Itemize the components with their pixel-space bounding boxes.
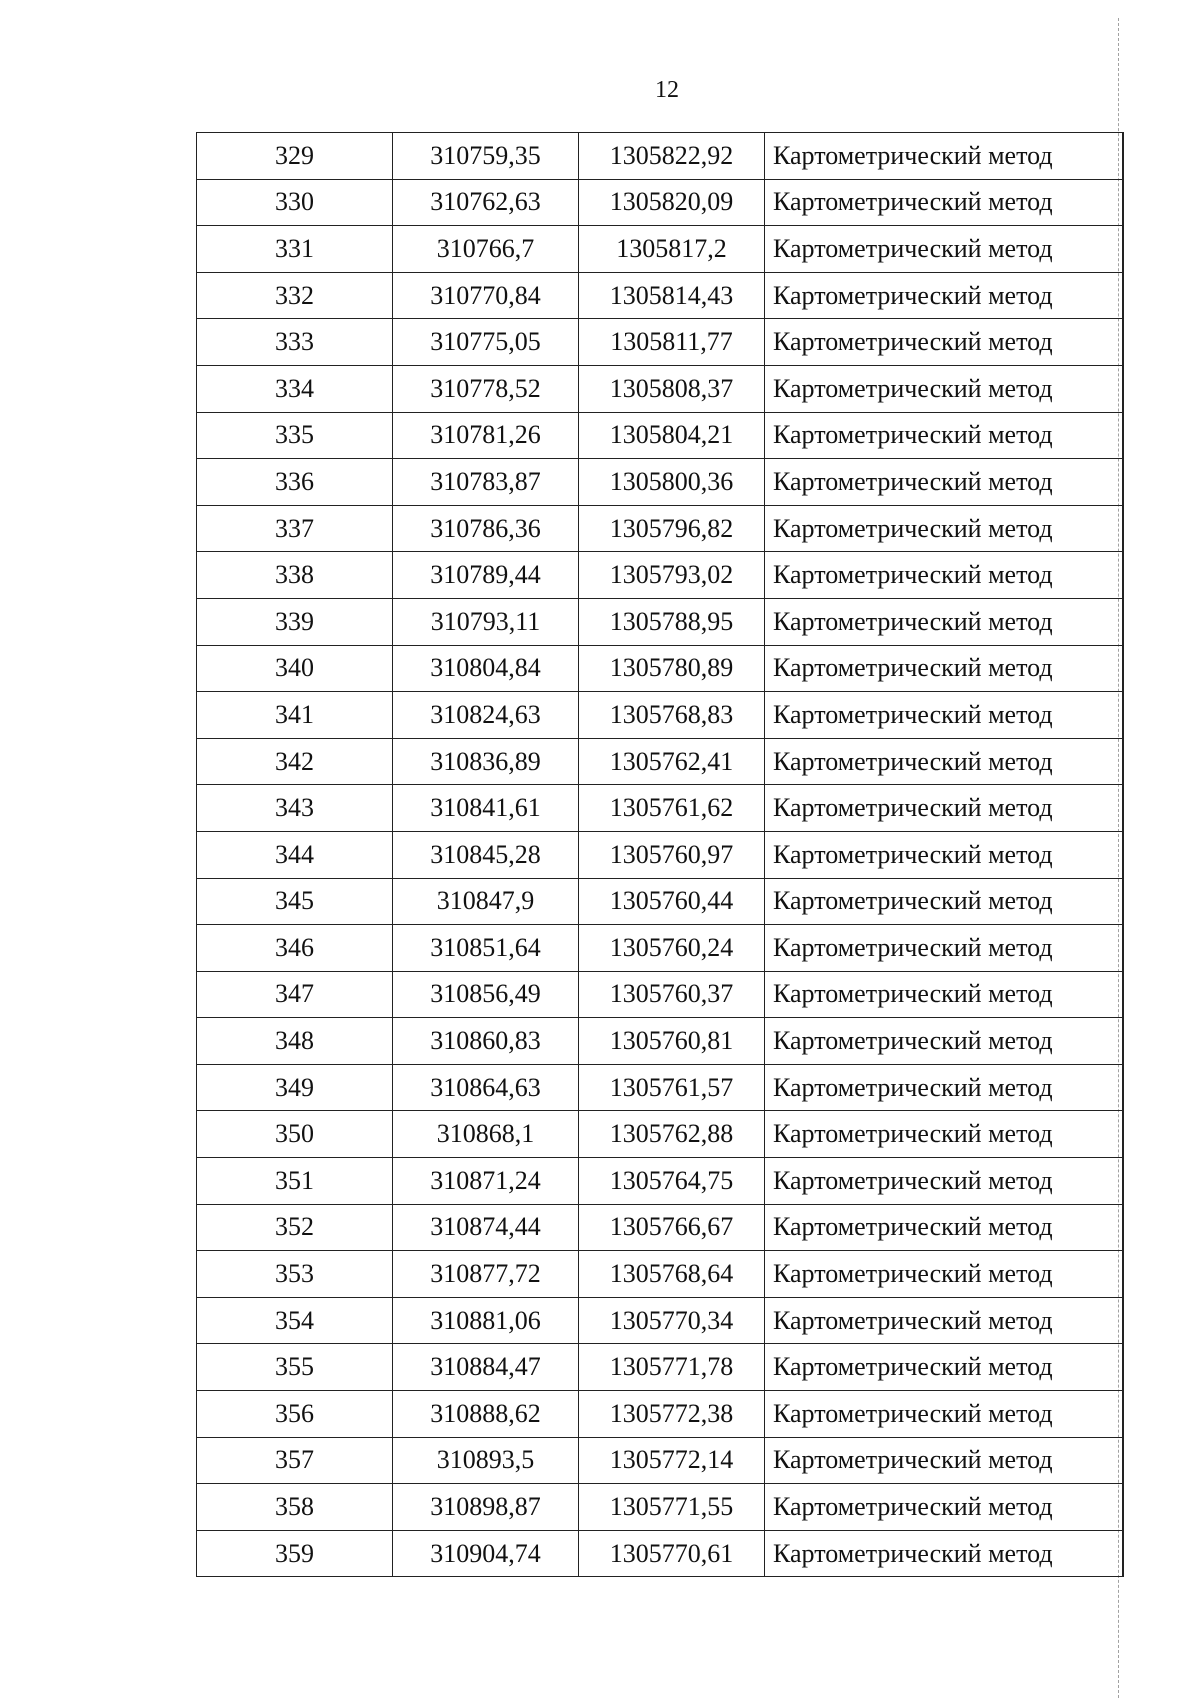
- method-cell: Картометрический метод: [765, 645, 1123, 692]
- method-cell: Картометрический метод: [765, 925, 1123, 972]
- y-coordinate-cell: 1305811,77: [579, 319, 765, 366]
- y-coordinate-cell: 1305780,89: [579, 645, 765, 692]
- x-coordinate-cell: 310836,89: [393, 738, 579, 785]
- x-coordinate-cell: 310770,84: [393, 272, 579, 319]
- point-number-cell: 354: [197, 1297, 393, 1344]
- x-coordinate-cell: 310871,24: [393, 1158, 579, 1205]
- method-cell: Картометрический метод: [765, 272, 1123, 319]
- table-row: [197, 1158, 1123, 1205]
- x-coordinate-cell: 310789,44: [393, 552, 579, 599]
- x-coordinate-cell: 310793,11: [393, 598, 579, 645]
- point-number-cell: 359: [197, 1530, 393, 1577]
- y-coordinate-cell: 1305760,97: [579, 831, 765, 878]
- table-row: [197, 1344, 1123, 1391]
- x-coordinate-cell: 310786,36: [393, 505, 579, 552]
- point-number-cell: 353: [197, 1251, 393, 1298]
- point-number-cell: 356: [197, 1391, 393, 1438]
- y-coordinate-cell: 1305796,82: [579, 505, 765, 552]
- point-number-cell: 346: [197, 925, 393, 972]
- y-coordinate-cell: 1305770,61: [579, 1530, 765, 1577]
- y-coordinate-cell: 1305814,43: [579, 272, 765, 319]
- method-cell: Картометрический метод: [765, 831, 1123, 878]
- y-coordinate-cell: 1305766,67: [579, 1204, 765, 1251]
- x-coordinate-cell: 310781,26: [393, 412, 579, 459]
- table-row: [197, 598, 1123, 645]
- point-number-cell: 351: [197, 1158, 393, 1205]
- table-row: [197, 459, 1123, 506]
- table-row: [197, 1018, 1123, 1065]
- x-coordinate-cell: 310868,1: [393, 1111, 579, 1158]
- point-number-cell: 350: [197, 1111, 393, 1158]
- method-cell: Картометрический метод: [765, 1530, 1123, 1577]
- table-row: [197, 319, 1123, 366]
- y-coordinate-cell: 1305772,38: [579, 1391, 765, 1438]
- y-coordinate-cell: 1305761,62: [579, 785, 765, 832]
- table-row: [197, 133, 1123, 180]
- x-coordinate-cell: 310759,35: [393, 133, 579, 180]
- table-row: [197, 738, 1123, 785]
- y-coordinate-cell: 1305770,34: [579, 1297, 765, 1344]
- y-coordinate-cell: 1305820,09: [579, 179, 765, 226]
- method-cell: Картометрический метод: [765, 505, 1123, 552]
- x-coordinate-cell: 310877,72: [393, 1251, 579, 1298]
- table-row: [197, 878, 1123, 925]
- y-coordinate-cell: 1305808,37: [579, 365, 765, 412]
- table-row: [197, 785, 1123, 832]
- point-number-cell: 341: [197, 692, 393, 739]
- method-cell: Картометрический метод: [765, 412, 1123, 459]
- method-cell: Картометрический метод: [765, 1064, 1123, 1111]
- y-coordinate-cell: 1305772,14: [579, 1437, 765, 1484]
- table-row: [197, 505, 1123, 552]
- y-coordinate-cell: 1305788,95: [579, 598, 765, 645]
- x-coordinate-cell: 310775,05: [393, 319, 579, 366]
- point-number-cell: 357: [197, 1437, 393, 1484]
- y-coordinate-cell: 1305760,81: [579, 1018, 765, 1065]
- y-coordinate-cell: 1305760,37: [579, 971, 765, 1018]
- method-cell: Картометрический метод: [765, 1111, 1123, 1158]
- x-coordinate-cell: 310874,44: [393, 1204, 579, 1251]
- method-cell: Картометрический метод: [765, 1484, 1123, 1531]
- point-number-cell: 349: [197, 1064, 393, 1111]
- table-row: [197, 272, 1123, 319]
- table-row: [197, 226, 1123, 273]
- point-number-cell: 339: [197, 598, 393, 645]
- x-coordinate-cell: 310893,5: [393, 1437, 579, 1484]
- y-coordinate-cell: 1305760,24: [579, 925, 765, 972]
- y-coordinate-cell: 1305800,36: [579, 459, 765, 506]
- x-coordinate-cell: 310851,64: [393, 925, 579, 972]
- method-cell: Картометрический метод: [765, 878, 1123, 925]
- y-coordinate-cell: 1305761,57: [579, 1064, 765, 1111]
- method-cell: Картометрический метод: [765, 1018, 1123, 1065]
- table-row: [197, 692, 1123, 739]
- x-coordinate-cell: 310888,62: [393, 1391, 579, 1438]
- table-row: [197, 1251, 1123, 1298]
- point-number-cell: 343: [197, 785, 393, 832]
- table-row: [197, 1391, 1123, 1438]
- method-cell: Картометрический метод: [765, 179, 1123, 226]
- x-coordinate-cell: 310778,52: [393, 365, 579, 412]
- y-coordinate-cell: 1305793,02: [579, 552, 765, 599]
- method-cell: Картометрический метод: [765, 226, 1123, 273]
- point-number-cell: 335: [197, 412, 393, 459]
- method-cell: Картометрический метод: [765, 1204, 1123, 1251]
- method-cell: Картометрический метод: [765, 133, 1123, 180]
- coordinates-table-body: [197, 133, 1123, 1577]
- point-number-cell: 332: [197, 272, 393, 319]
- table-row: [197, 831, 1123, 878]
- x-coordinate-cell: 310860,83: [393, 1018, 579, 1065]
- method-cell: Картометрический метод: [765, 598, 1123, 645]
- method-cell: Картометрический метод: [765, 1158, 1123, 1205]
- table-row: [197, 1484, 1123, 1531]
- x-coordinate-cell: 310762,63: [393, 179, 579, 226]
- x-coordinate-cell: 310847,9: [393, 878, 579, 925]
- y-coordinate-cell: 1305768,64: [579, 1251, 765, 1298]
- table-row: [197, 1297, 1123, 1344]
- point-number-cell: 344: [197, 831, 393, 878]
- point-number-cell: 337: [197, 505, 393, 552]
- method-cell: Картометрический метод: [765, 971, 1123, 1018]
- y-coordinate-cell: 1305762,41: [579, 738, 765, 785]
- method-cell: Картометрический метод: [765, 459, 1123, 506]
- x-coordinate-cell: 310884,47: [393, 1344, 579, 1391]
- table-row: [197, 1064, 1123, 1111]
- point-number-cell: 342: [197, 738, 393, 785]
- x-coordinate-cell: 310845,28: [393, 831, 579, 878]
- point-number-cell: 340: [197, 645, 393, 692]
- method-cell: Картометрический метод: [765, 738, 1123, 785]
- y-coordinate-cell: 1305771,78: [579, 1344, 765, 1391]
- method-cell: Картометрический метод: [765, 692, 1123, 739]
- method-cell: Картометрический метод: [765, 1251, 1123, 1298]
- method-cell: Картометрический метод: [765, 785, 1123, 832]
- table-row: [197, 365, 1123, 412]
- y-coordinate-cell: 1305760,44: [579, 878, 765, 925]
- x-coordinate-cell: 310783,87: [393, 459, 579, 506]
- x-coordinate-cell: 310881,06: [393, 1297, 579, 1344]
- point-number-cell: 358: [197, 1484, 393, 1531]
- table-row: [197, 1437, 1123, 1484]
- y-coordinate-cell: 1305768,83: [579, 692, 765, 739]
- x-coordinate-cell: 310856,49: [393, 971, 579, 1018]
- y-coordinate-cell: 1305764,75: [579, 1158, 765, 1205]
- page-number: 12: [655, 77, 679, 103]
- point-number-cell: 348: [197, 1018, 393, 1065]
- point-number-cell: 352: [197, 1204, 393, 1251]
- table-row: [197, 1111, 1123, 1158]
- method-cell: Картометрический метод: [765, 1391, 1123, 1438]
- point-number-cell: 331: [197, 226, 393, 273]
- point-number-cell: 347: [197, 971, 393, 1018]
- method-cell: Картометрический метод: [765, 319, 1123, 366]
- method-cell: Картометрический метод: [765, 1297, 1123, 1344]
- x-coordinate-cell: 310841,61: [393, 785, 579, 832]
- y-coordinate-cell: 1305804,21: [579, 412, 765, 459]
- x-coordinate-cell: 310824,63: [393, 692, 579, 739]
- method-cell: Картометрический метод: [765, 1437, 1123, 1484]
- point-number-cell: 355: [197, 1344, 393, 1391]
- table-row: [197, 179, 1123, 226]
- table-row: [197, 412, 1123, 459]
- table-row: [197, 971, 1123, 1018]
- point-number-cell: 338: [197, 552, 393, 599]
- x-coordinate-cell: 310804,84: [393, 645, 579, 692]
- table-row: [197, 645, 1123, 692]
- y-coordinate-cell: 1305817,2: [579, 226, 765, 273]
- method-cell: Картометрический метод: [765, 365, 1123, 412]
- table-row: [197, 552, 1123, 599]
- point-number-cell: 334: [197, 365, 393, 412]
- x-coordinate-cell: 310904,74: [393, 1530, 579, 1577]
- point-number-cell: 336: [197, 459, 393, 506]
- point-number-cell: 330: [197, 179, 393, 226]
- x-coordinate-cell: 310864,63: [393, 1064, 579, 1111]
- x-coordinate-cell: 310766,7: [393, 226, 579, 273]
- y-coordinate-cell: 1305822,92: [579, 133, 765, 180]
- table-row: [197, 925, 1123, 972]
- y-coordinate-cell: 1305762,88: [579, 1111, 765, 1158]
- method-cell: Картометрический метод: [765, 552, 1123, 599]
- method-cell: Картометрический метод: [765, 1344, 1123, 1391]
- x-coordinate-cell: 310898,87: [393, 1484, 579, 1531]
- coordinates-table: [196, 132, 1124, 1577]
- point-number-cell: 329: [197, 133, 393, 180]
- point-number-cell: 333: [197, 319, 393, 366]
- table-row: [197, 1204, 1123, 1251]
- table-row: [197, 1530, 1123, 1577]
- point-number-cell: 345: [197, 878, 393, 925]
- y-coordinate-cell: 1305771,55: [579, 1484, 765, 1531]
